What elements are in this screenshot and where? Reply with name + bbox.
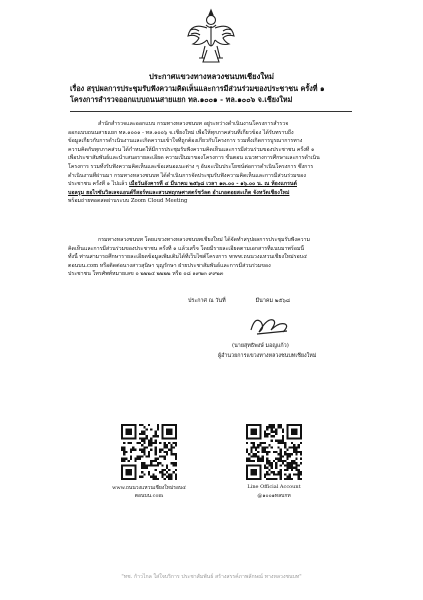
signatory-title: ผู้อำนวยการแขวงทางหลวงชนบทเชียงใหม่: [218, 353, 317, 359]
p1-line: ข้อมูลเกี่ยวกับการดำเนินงานและเกิดความเข้าใจที่ถูกต้องเกี่ยวกับโครงการ รวมทั้งเกิดการบูรณาการทาง: [68, 138, 303, 145]
p1-line: เพื่อประชาสัมพันธ์และนำเสนอรายละเอียด ความเป็นมาของโครงการ ขั้นตอน แนวทางการศึกษาและการดำเนิน: [68, 155, 320, 162]
announcement-project: โครงการสำรวจออกแบบถนนสายแยก ทล.๑๐๐๑ - ทล.๑๐๐๖ จ.เชียงใหม่: [70, 95, 293, 104]
p2-line: คิดเห็นและการมีส่วนร่วมของประชาชน ครั้งที่ ๑ แล้วเสร็จ โดยมีรายละเอียดตามเอกสารที่แนบมาพร้อมนี้: [68, 245, 305, 252]
garuda-emblem-icon: [185, 6, 237, 66]
p1-line8-prefix: ประชาชน ครั้งที่ ๑ ไปแล้ว: [68, 181, 130, 188]
p2-line: ทั้งนี้ ท่านสามารถศึกษารายละเอียดข้อมูลเพิ่มเติมได้ที่เว็บไซต์โครงการ www.ถนนวงแหวนเชียงใหม่รอบ๔: [68, 254, 308, 261]
footer-motto: "ทช. ก้าวไกล ใส่ใจบริการ ประชาสัมพันธ์ สร้างสรรค์ภาพลักษณ์ ทางหลวงชนบท": [121, 574, 302, 580]
signature-icon: [247, 312, 293, 338]
date-label: ประกาศ ณ วันที่: [188, 298, 226, 304]
qr-left-caption: www.ถนนวงแหวนเชียงใหม่รอบ๔: [112, 485, 186, 491]
p2-line: ตอนบน.com หรือติดต่อนางสาวสุนิษา บุญรักษา ฝ่ายประชาสัมพันธ์และการมีส่วนร่วมของ: [68, 262, 271, 269]
paragraph-2: [68, 236, 360, 279]
announcement-org: ประกาศแขวงทางหลวงชนบทเชียงใหม่: [148, 72, 275, 81]
p2-line: กรมทางหลวงชนบท โดยแขวงทางหลวงชนบทเชียงใหม่ ได้จัดทำสรุปผลการประชุมรับฟังความ: [98, 237, 310, 243]
announcement-date: [188, 297, 290, 305]
signatory-name: (นายสุทธิพงษ์ มอญแก้ว): [232, 343, 289, 349]
date-month-year: มีนาคม ๒๕๖๘: [255, 298, 290, 304]
meeting-venue-text: บอลรูม ฮอไรซันวิลเลจแอนด์รีสอร์ทและสวนพฤกษศาสตร์ชวัลต อำเภอดอยสะเก็ด จังหวัดเชียงใหม่: [68, 189, 290, 196]
p1-line-meeting-date: [68, 180, 360, 189]
qr-code-icon[interactable]: [121, 424, 177, 480]
meeting-date-text: เมื่อวันอังคารที่ ๔ มีนาคม ๒๕๖๘ เวลา ๑๓.๐๐ - ๑๖.๐๐ น. ณ ห้องแกรนด์: [129, 181, 297, 188]
p2-line: ประชาชน โทรศัพท์หมายเลข ๐ ๒๒๒๔ ๒๒๒๒ หรือ ๐๘ ๑๙๒๓ ๙๙๒๓: [68, 271, 224, 278]
p1-line: ออกแบบถนนสายแยก ทล.๑๐๐๑ - ทล.๑๐๐๖ จ.เชียงใหม่ เพื่อให้ทุกภาคส่วนที่เกี่ยวข้อง ได้รับทราบถึง: [68, 129, 294, 136]
p1-line: ความคิดกับทุกภาคส่วน ได้กำหนดให้มีการประชุมรับฟังความคิดเห็นและการมีส่วนร่วมของประชาชน ครั้งที่ ๑: [68, 146, 315, 153]
qr-left-caption: ตอนบน.com: [134, 493, 164, 499]
p1-line: ดำเนินงานที่ผ่านมา กรมทางหลวงชนบท ได้ดำเนินการจัดประชุมรับฟังความคิดเห็นและการมีส่วนร่วมของ: [68, 172, 306, 179]
p1-line: สำนักสำรวจและออกแบบ กรมทางหลวงชนบท อยู่ระหว่างดำเนินงานโครงการสำรวจ: [98, 121, 289, 127]
qr-right-caption: @๑๐๐๑ทลบกท: [257, 493, 291, 499]
p1-line: พร้อมถ่ายทอดสดผ่านระบบ Zoom Cloud Meeting: [68, 198, 188, 205]
p1-line: โครงการ รวมทั้งรับฟังความคิดเห็นและข้อเสนอแนะต่าง ๆ อันจะเป็นประโยชน์ต่อการดำเนินโครงการ ซึ่งการ: [68, 163, 314, 170]
qr-right-caption: Line Official Account: [247, 484, 301, 490]
qr-code-icon[interactable]: [246, 424, 302, 480]
header-divider: [70, 111, 352, 112]
announcement-subject: เรื่อง สรุปผลการประชุมรับฟังความคิดเห็นและการมีส่วนร่วมของประชาชน ครั้งที่ ๑: [70, 84, 325, 93]
paragraph-1: [68, 120, 360, 206]
